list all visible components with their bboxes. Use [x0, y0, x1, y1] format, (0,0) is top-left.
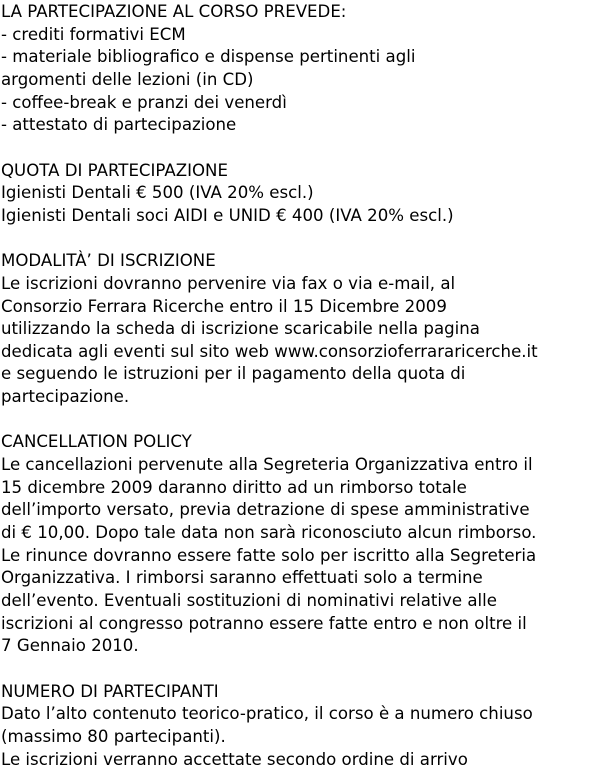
body-line: Organizzativa. I rimborsi saranno effettuati solo a termine [1, 568, 483, 588]
body-line: iscrizioni al congresso potranno essere fatte entro e non oltre il [1, 613, 527, 633]
section-quota [0, 160, 611, 228]
list-item: - coffee-break e pranzi dei venerdì [1, 92, 287, 112]
section-heading: LA PARTECIPAZIONE AL CORSO PREVEDE: [1, 2, 347, 21]
body-line: Le cancellazioni pervenute alla Segreteria Organizzativa entro il [1, 455, 533, 475]
body-line: dell’evento. Eventuali sostituzioni di nominativi relative alle [1, 591, 497, 611]
body-line: di € 10,00. Dopo tale data non sarà riconosciuto alcun rimborso. [1, 523, 537, 543]
spacer [0, 137, 611, 160]
list-item: - crediti formativi ECM [1, 24, 186, 44]
body-line: Consorzio Ferrara Ricerche entro il 15 Dicembre 2009 [1, 296, 447, 316]
price-line: Igienisti Dentali soci AIDI e UNID € 400 (IVA 20% escl.) [1, 205, 454, 225]
section-heading: CANCELLATION POLICY [1, 432, 192, 452]
section-modalita-iscrizione [0, 250, 611, 409]
body-line: partecipazione. [1, 387, 130, 407]
body-line: 7 Gennaio 2010. [1, 636, 139, 656]
body-line: e seguendo le istruzioni per il pagamento della quota di [1, 364, 466, 384]
body-line: Dato l’alto contenuto teorico-pratico, il corso è a numero chiuso [1, 704, 533, 724]
list-item: - materiale bibliografico e dispense pertinenti agli [1, 47, 416, 67]
body-line: dedicata agli eventi sul sito web www.consorzioferrararicerche.it [1, 341, 538, 361]
section-partecipazione [0, 1, 611, 137]
section-heading: MODALITÀ’ DI ISCRIZIONE [1, 251, 216, 271]
list-item-continuation: argomenti delle lezioni (in CD) [1, 69, 254, 89]
body-line: utilizzando la scheda di iscrizione scaricabile nella pagina [1, 319, 480, 339]
price-line: Igienisti Dentali € 500 (IVA 20% escl.) [1, 183, 314, 203]
list-item: - attestato di partecipazione [1, 115, 237, 135]
body-line: (massimo 80 partecipanti). [1, 726, 226, 746]
body-line: Le rinunce dovranno essere fatte solo per iscritto alla Segreteria [1, 545, 537, 565]
section-cancellation-policy [0, 431, 611, 658]
body-line: 15 dicembre 2009 daranno diritto ad un rimborso totale [1, 477, 467, 497]
spacer [0, 409, 611, 432]
spacer [0, 228, 611, 251]
body-line: dell’importo versato, previa detrazione di spese amministrative [1, 500, 530, 520]
body-line: Le iscrizioni dovranno pervenire via fax o via e-mail, al [1, 273, 456, 293]
section-heading: NUMERO DI PARTECIPANTI [1, 681, 219, 701]
section-heading: QUOTA DI PARTECIPAZIONE [1, 160, 228, 180]
body-line: Le iscrizioni verranno accettate secondo ordine di arrivo [1, 749, 468, 769]
section-numero-partecipanti [0, 681, 611, 771]
spacer [0, 658, 611, 681]
